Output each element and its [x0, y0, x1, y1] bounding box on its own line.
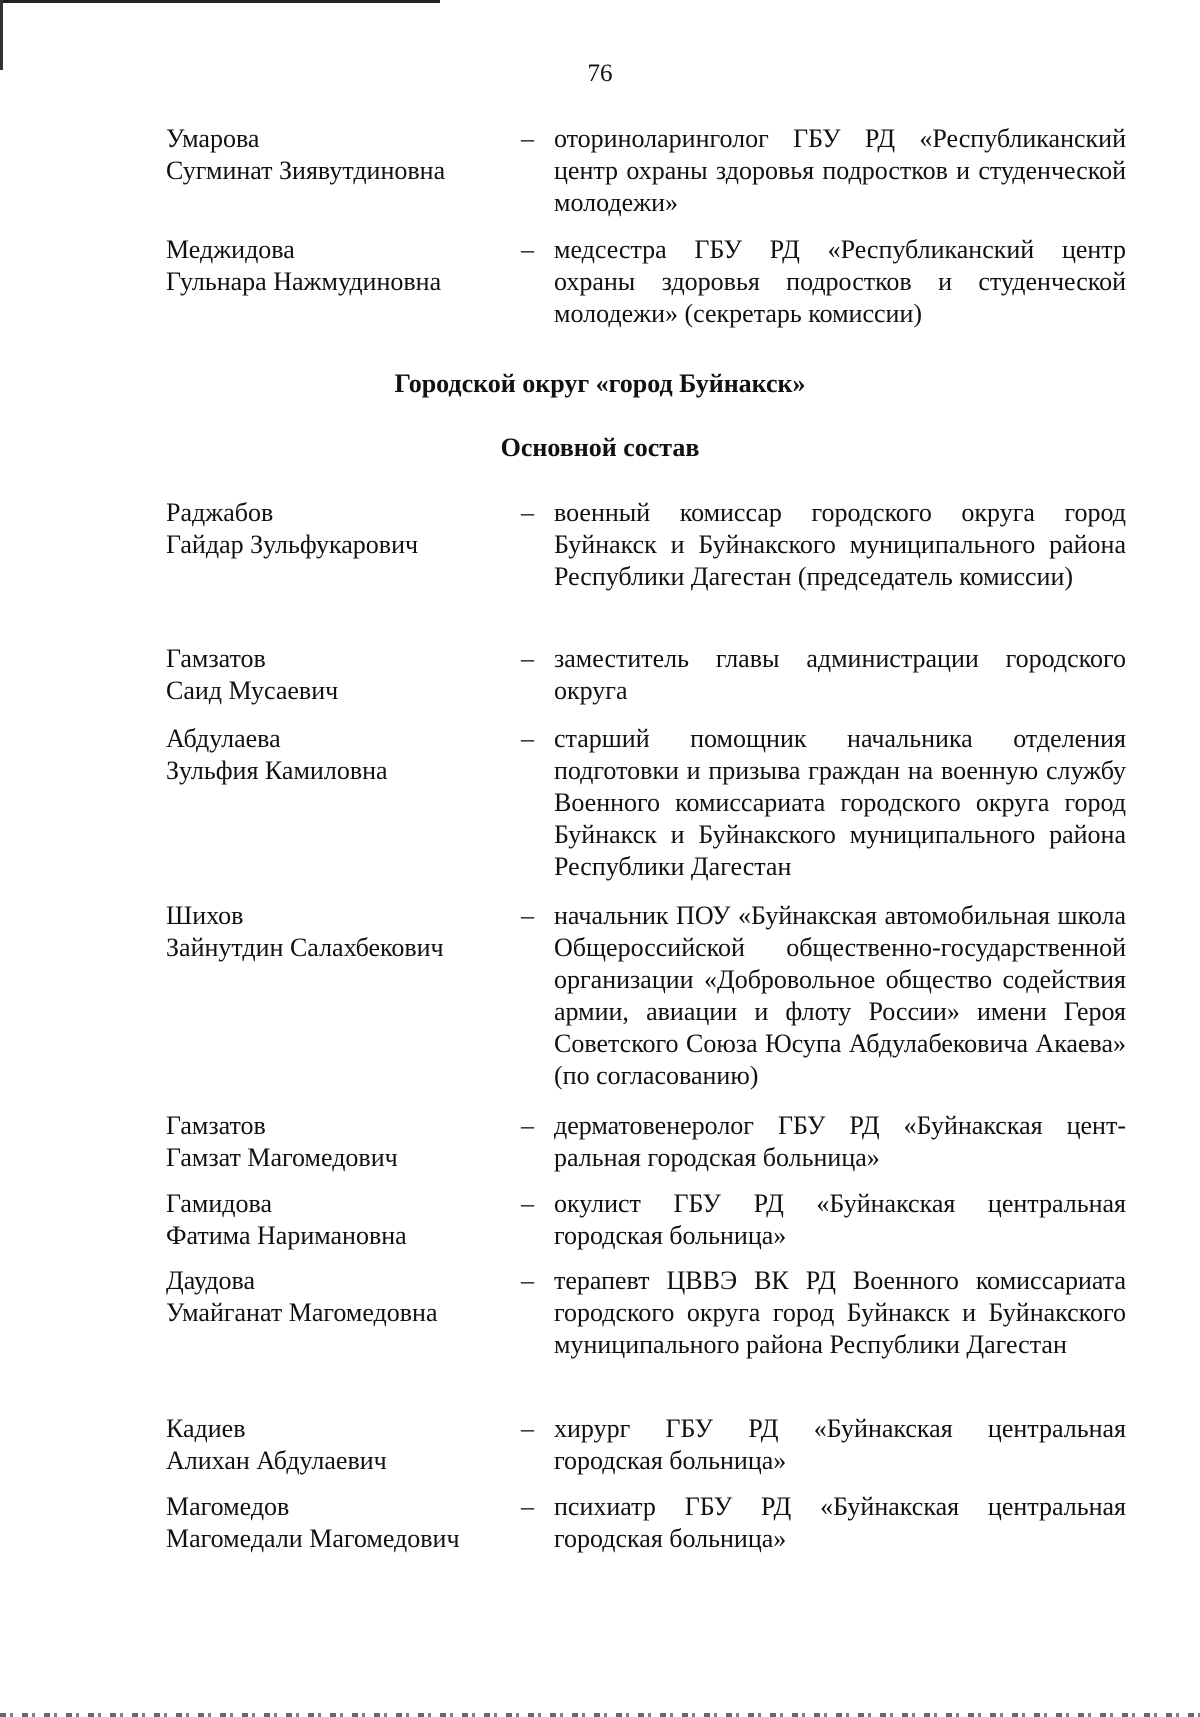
- member-given-names: Алихан Абдулаевич: [166, 1446, 387, 1475]
- member-given-names: Саид Мусаевич: [166, 676, 339, 705]
- dash-separator: –: [521, 1414, 534, 1443]
- member-surname: Гамидова: [166, 1189, 272, 1218]
- dash-separator: –: [521, 724, 534, 753]
- member-name: [166, 123, 506, 187]
- member-given-names: Фатима Наримановна: [166, 1221, 407, 1250]
- member-name: [166, 234, 506, 298]
- member-given-names: Сугминат Зиявутдиновна: [166, 156, 446, 185]
- member-given-names: Зайнутдин Салахбекович: [166, 933, 444, 962]
- member-name: [166, 723, 506, 787]
- member-name: [166, 1188, 506, 1252]
- member-name: [166, 1491, 506, 1555]
- member-role: хирург ГБУ РД «Буйнакская центральная городская больница»: [554, 1414, 1126, 1475]
- member-surname: Кадиев: [166, 1414, 246, 1443]
- subsection-title: Основной состав: [500, 433, 700, 462]
- member-given-names: Магомедали Магомедович: [166, 1524, 460, 1553]
- page-number: 76: [587, 60, 613, 87]
- dash-separator: –: [521, 1492, 534, 1521]
- member-given-names: Зульфия Камиловна: [166, 756, 388, 785]
- member-role: психиатр ГБУ РД «Буйнакская центральная городская больница»: [554, 1492, 1126, 1553]
- dash-separator: –: [521, 644, 534, 673]
- member-role: старший помощник начальника отделения подготовки и призыва граждан на военную службу Военного комиссариата городского округа город Буйнакск и Буйнакского муниципального района Республики Дагестан: [554, 724, 1126, 881]
- dash-separator: –: [521, 1111, 534, 1140]
- member-given-names: Гайдар Зульфукарович: [166, 530, 419, 559]
- member-name: [166, 1110, 506, 1174]
- member-role: дерматовенеролог ГБУ РД «Буйнакская центральная городская больница»: [554, 1111, 1126, 1172]
- scan-edge-bottom: [0, 1713, 1200, 1717]
- member-surname: Даудова: [166, 1266, 256, 1295]
- member-name: [166, 1413, 506, 1477]
- member-role: оториноларинголог ГБУ РД «Республиканский центр охраны здоровья подростков и студенческой молодежи»: [554, 124, 1126, 217]
- member-surname: Гамзатов: [166, 1111, 266, 1140]
- member-name: [166, 497, 506, 561]
- member-surname: Меджидова: [166, 235, 295, 264]
- member-name: [166, 643, 506, 707]
- member-surname: Умарова: [166, 124, 260, 153]
- member-role: медсестра ГБУ РД «Республиканский центр охраны здоровья подростков и студенческой молодежи» (секретарь комиссии): [554, 235, 1126, 328]
- scan-edge-top: [0, 0, 440, 3]
- member-given-names: Гульнара Нажмудиновна: [166, 267, 442, 296]
- member-role: терапевт ЦВВЭ ВК РД Военного комиссариата городского округа город Буйнакск и Буйнакского муниципального района Республики Дагестан: [554, 1266, 1126, 1359]
- dash-separator: –: [521, 235, 534, 264]
- member-role: военный комиссар городского округа город Буйнакск и Буйнакского муниципального района Республики Дагестан (председатель комиссии): [554, 498, 1126, 591]
- member-surname: Абдулаева: [166, 724, 281, 753]
- member-surname: Магомедов: [166, 1492, 290, 1521]
- member-given-names: Гамзат Магомедович: [166, 1143, 398, 1172]
- section-title: Городской округ «город Буйнакск»: [394, 369, 806, 398]
- member-role: заместитель главы администрации городского округа: [554, 644, 1126, 705]
- dash-separator: –: [521, 124, 534, 153]
- member-role: начальник ПОУ «Буйнакская автомобильная школа Общероссийской общественно-государственной организации «Добровольное общество содействия армии, авиации и флоту России» имени Героя Советского Союза Юсупа Абдулабековича Акаева» (по согласованию): [554, 901, 1126, 1090]
- dash-separator: –: [521, 1189, 534, 1218]
- dash-separator: –: [521, 901, 534, 930]
- dash-separator: –: [521, 1266, 534, 1295]
- member-surname: Гамзатов: [166, 644, 266, 673]
- member-given-names: Умайганат Магомедовна: [166, 1298, 438, 1327]
- member-name: [166, 1265, 506, 1329]
- member-surname: Шихов: [166, 901, 244, 930]
- member-name: [166, 900, 506, 964]
- dash-separator: –: [521, 498, 534, 527]
- member-surname: Раджабов: [166, 498, 274, 527]
- member-role: окулист ГБУ РД «Буйнакская центральная городская больница»: [554, 1189, 1126, 1250]
